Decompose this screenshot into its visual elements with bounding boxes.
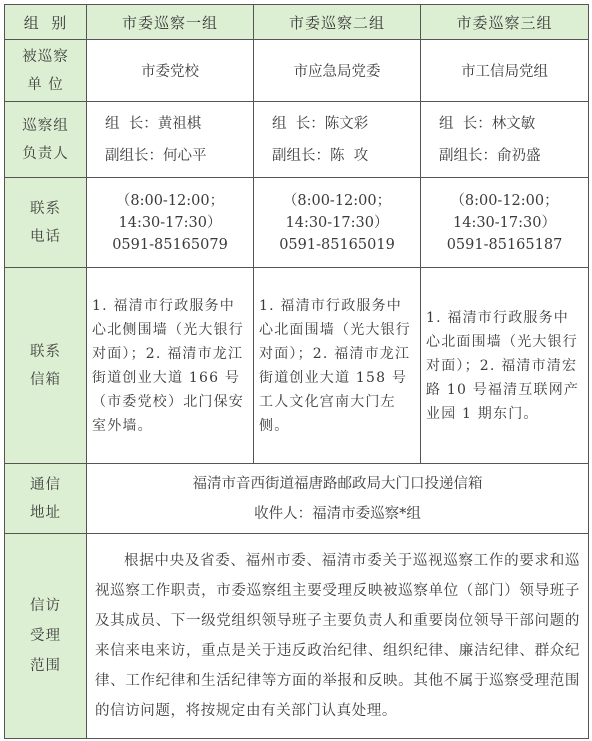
group-3-phone: （8:00-12:00； 14:30-17:30） 0591-85165187 [421,178,589,268]
group-2-unit: 市应急局党委 [254,40,421,102]
group-2-leaders: 组 长：陈文彩 副组长：陈 攻 [254,102,421,178]
group-3-mailbox: 1. 福清市行政服务中心北面围墙（光大银行对面）；2. 福清市清宏路 10 号福清互联网产业园 1 期东门。 [421,268,589,464]
group-1-mailbox: 1. 福清市行政服务中心北侧围墙（光大银行对面）；2. 福清市龙江街道创业大道 166 号（市委党校）北门保安室外墙。 [87,268,254,464]
units-row [5,40,589,102]
group-label: 组 别 [5,5,87,40]
mailing-address: 福清市音西街道福唐路邮政局大门口投递信箱 收件人：福清市委巡察*组 [87,464,589,534]
address-label: 通信 地址 [5,464,87,534]
mailbox-label: 联系 信箱 [5,268,87,464]
units-label: 被巡察 单 位 [5,40,87,102]
phone-label: 联系 电话 [5,178,87,268]
scope-row [5,534,589,739]
group-3-header: 市委巡察三组 [421,5,589,40]
mailbox-row [5,268,589,464]
address-row [5,464,589,534]
group-2-header: 市委巡察二组 [254,5,421,40]
group-2-phone: （8:00-12:00； 14:30-17:30） 0591-85165019 [254,178,421,268]
leaders-row [5,102,589,178]
group-2-mailbox: 1. 福清市行政服务中心北面围墙（光大银行对面）；2. 福清市龙江街道创业大道 158 号工人文化宫南大门左侧。 [254,268,421,464]
group-1-header: 市委巡察一组 [87,5,254,40]
phone-row [5,178,589,268]
header-row [5,5,589,40]
group-3-unit: 市工信局党组 [421,40,589,102]
scope-text: 根据中央及省委、福州市委、福清市委关于巡视巡察工作的要求和巡视巡察工作职责，市委巡察组主要受理反映被巡察单位（部门）领导班子及其成员、下一级党组织领导班子主要负责人和重要岗位领导干部问题的来信来电来访，重点是关于违反政治纪律、组织纪律、廉洁纪律、群众纪律、工作纪律和生活纪律等方面的举报和反映。其他不属于巡察受理范围的信访问题，将按规定由有关部门认真处理。 [87,534,589,739]
scope-label: 信访 受理 范围 [5,534,87,739]
inspection-contact-table [4,4,589,739]
leaders-label: 巡察组 负责人 [5,102,87,178]
group-1-leaders: 组 长：黄祖棋 副组长：何心平 [87,102,254,178]
group-1-phone: （8:00-12:00； 14:30-17:30） 0591-85165079 [87,178,254,268]
group-3-leaders: 组 长：林文敏 副组长：俞礽盛 [421,102,589,178]
group-1-unit: 市委党校 [87,40,254,102]
